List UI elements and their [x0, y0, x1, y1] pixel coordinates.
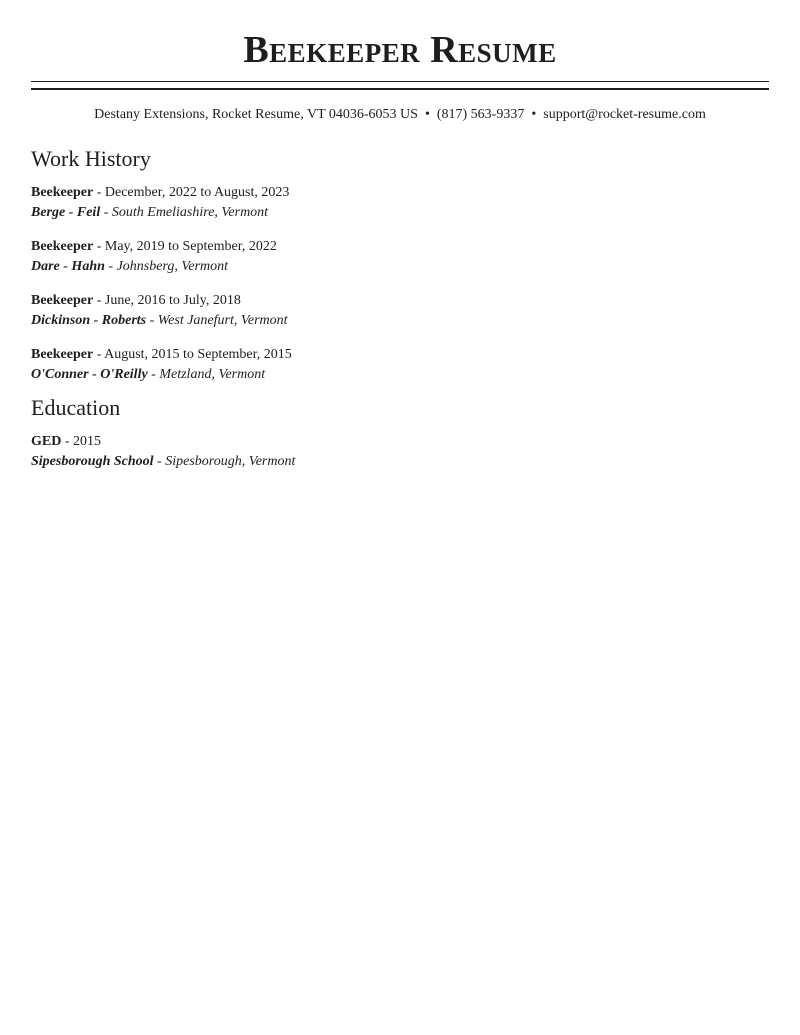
contact-phone: (817) 563-9337 [436, 107, 525, 122]
work-employer-line [31, 257, 769, 277]
work-entry [31, 237, 769, 277]
work-entry [31, 291, 769, 331]
education-heading: Education [31, 395, 121, 420]
education-entry-line [31, 432, 769, 452]
work-dates: - June, 2016 to July, 2018 [93, 293, 241, 308]
education-school: Sipesborough School [31, 454, 154, 469]
work-location: - Metzland, Vermont [147, 367, 266, 382]
work-entry [31, 183, 769, 223]
work-dates: - May, 2019 to September, 2022 [93, 239, 277, 254]
contact-separator: • [424, 107, 430, 122]
work-role: Beekeeper [31, 185, 94, 200]
work-role: Beekeeper [31, 347, 94, 362]
work-company: O'Conner - O'Reilly [31, 367, 148, 382]
work-entry [31, 345, 769, 385]
work-company: Dickinson - Roberts [31, 313, 147, 328]
work-location: - South Emeliashire, Vermont [100, 205, 269, 220]
work-entry-line [31, 183, 769, 203]
work-entry-line [31, 237, 769, 257]
education-year: - 2015 [61, 434, 102, 449]
work-company: Dare - Hahn [31, 259, 105, 274]
education-school-line [31, 452, 769, 472]
contact-address: Destany Extensions, Rocket Resume, VT 04036-6053 US [94, 107, 418, 122]
contact-email: support@rocket-resume.com [543, 107, 706, 122]
work-role: Beekeeper [31, 293, 94, 308]
work-role: Beekeeper [31, 239, 94, 254]
contact-separator: • [531, 107, 537, 122]
work-entry-line [31, 345, 769, 365]
work-history-heading: Work History [31, 146, 151, 171]
work-employer-line [31, 203, 769, 223]
education-degree: GED [31, 434, 62, 449]
resume-title: Beekeeper Resume [243, 29, 557, 71]
work-company: Berge - Feil [31, 205, 101, 220]
work-employer-line [31, 365, 769, 385]
work-dates: - August, 2015 to September, 2015 [93, 347, 292, 362]
education-entry [31, 432, 769, 472]
work-dates: - December, 2022 to August, 2023 [93, 185, 290, 200]
title-divider [31, 81, 769, 90]
work-location: - West Janefurt, Vermont [146, 313, 288, 328]
work-entry-line [31, 291, 769, 311]
contact-info [31, 106, 769, 124]
work-employer-line [31, 311, 769, 331]
education-location: - Sipesborough, Vermont [153, 454, 296, 469]
work-location: - Johnsberg, Vermont [104, 259, 229, 274]
